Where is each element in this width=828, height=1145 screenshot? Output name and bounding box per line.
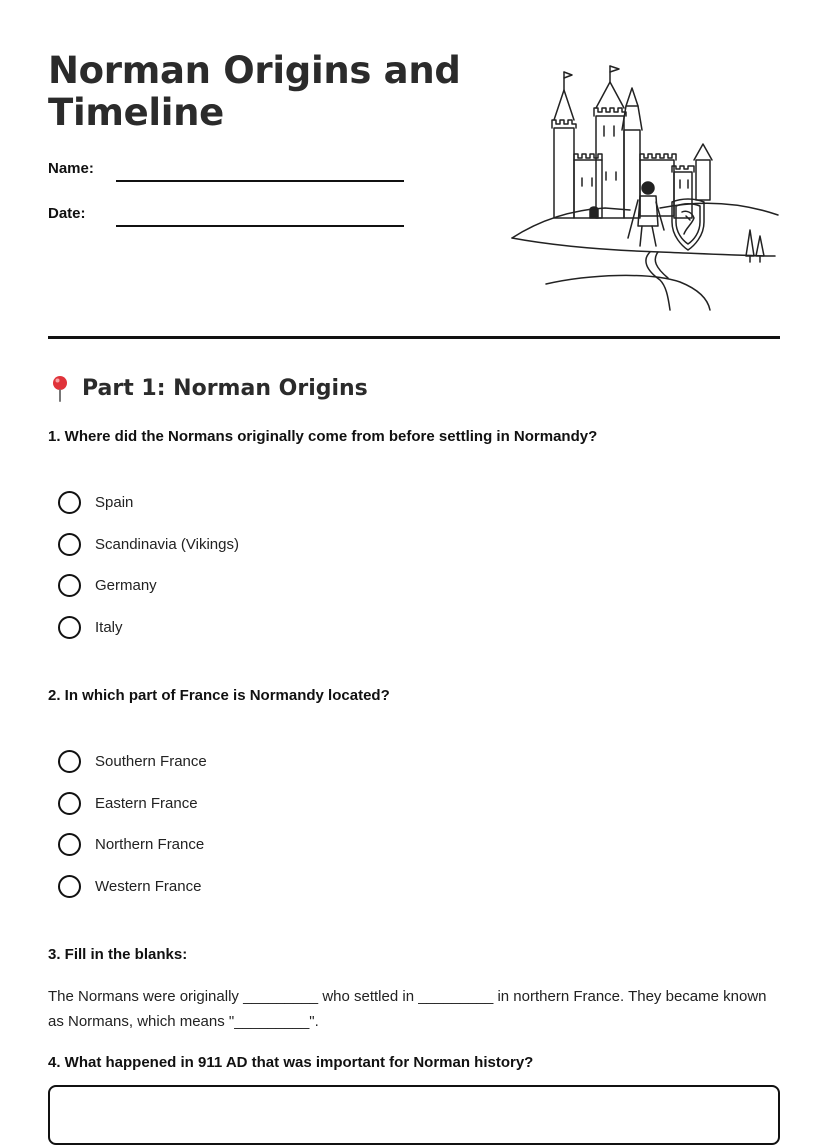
- question-3: 3. Fill in the blanks:: [48, 946, 188, 963]
- header-divider: [48, 336, 780, 339]
- pushpin-icon: [48, 374, 72, 402]
- option-label: Southern France: [95, 753, 207, 771]
- radio-button[interactable]: [58, 875, 81, 898]
- question-1: 1. Where did the Normans originally come from before settling in Normandy?: [48, 428, 598, 445]
- radio-button[interactable]: [58, 750, 81, 773]
- q1-option-spain[interactable]: [58, 482, 239, 524]
- option-label: Eastern France: [95, 794, 198, 812]
- date-input-line[interactable]: [116, 225, 404, 227]
- q1-option-scandinavia[interactable]: [58, 524, 239, 566]
- name-input-line[interactable]: [116, 180, 404, 182]
- answer-box-q4[interactable]: [48, 1085, 780, 1145]
- question-2-options: [58, 741, 207, 907]
- radio-button[interactable]: [58, 616, 81, 639]
- radio-button[interactable]: [58, 792, 81, 815]
- question-1-options: [58, 482, 239, 648]
- castle-knight-illustration: [510, 60, 780, 316]
- name-label: Name:: [48, 160, 94, 177]
- option-label: Western France: [95, 877, 202, 895]
- option-label: Scandinavia (Vikings): [95, 535, 239, 553]
- q2-option-western[interactable]: [58, 866, 207, 908]
- section-title-text: Part 1: Norman Origins: [82, 375, 368, 401]
- question-2: 2. In which part of France is Normandy located?: [48, 687, 390, 704]
- option-label: Spain: [95, 494, 134, 512]
- q2-option-southern[interactable]: [58, 741, 207, 783]
- name-field: [48, 158, 408, 182]
- question-4: 4. What happened in 911 AD that was important for Norman history?: [48, 1054, 534, 1071]
- worksheet-page: [48, 0, 780, 1118]
- option-label: Italy: [95, 618, 123, 636]
- q2-option-northern[interactable]: [58, 824, 207, 866]
- q2-option-eastern[interactable]: [58, 783, 207, 825]
- radio-button[interactable]: [58, 833, 81, 856]
- option-label: Germany: [95, 577, 157, 595]
- option-label: Northern France: [95, 836, 205, 854]
- section-title-part1: [48, 374, 368, 402]
- q1-option-italy[interactable]: [58, 607, 239, 649]
- radio-button[interactable]: [58, 533, 81, 556]
- page-title: Norman Origins and Timeline: [48, 49, 461, 134]
- radio-button[interactable]: [58, 574, 81, 597]
- fill-in-blanks-text[interactable]: The Normans were originally _________ who settled in _________ in northern France. They became known as Normans, which means "_________".: [48, 988, 767, 1030]
- date-field: [48, 203, 408, 227]
- worksheet-header: [48, 0, 780, 340]
- radio-button[interactable]: [58, 491, 81, 514]
- date-label: Date:: [48, 205, 86, 222]
- q1-option-germany[interactable]: [58, 565, 239, 607]
